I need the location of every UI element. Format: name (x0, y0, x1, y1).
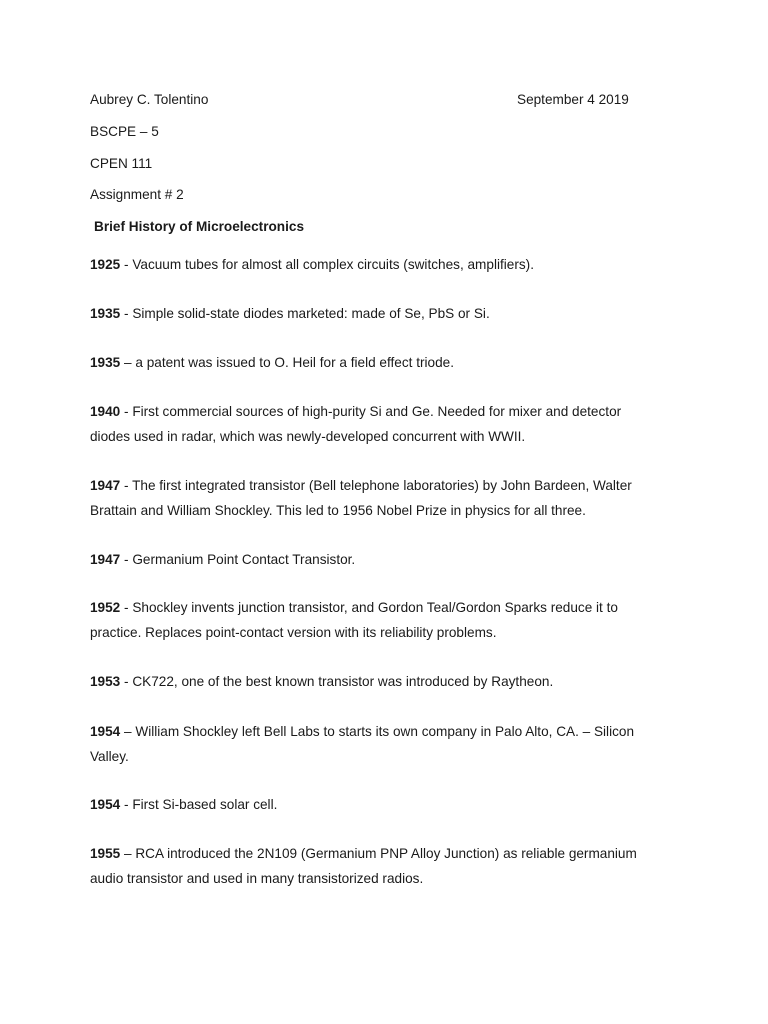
entry-year: 1947 (90, 478, 121, 493)
entry-line (90, 302, 690, 327)
entry-line (90, 425, 690, 450)
entry-line (90, 621, 690, 646)
entry-text: practice. Replaces point-contact version with its reliability problems. (90, 624, 497, 640)
entry-text: – RCA introduced the 2N109 (Germanium PNP Alloy Junction) as reliable germanium (120, 846, 637, 861)
entry-year: 1947 (90, 552, 121, 567)
entry-text: Valley. (90, 748, 129, 764)
timeline-entry (90, 670, 690, 695)
entry-text: audio transistor and used in many transistorized radios. (90, 870, 424, 886)
entry-text: - Vacuum tubes for almost all complex circuits (switches, amplifiers). (120, 257, 534, 272)
entry-year: 1953 (90, 674, 121, 689)
entry-text: diodes used in radar, which was newly-developed concurrent with WWII. (90, 428, 526, 444)
entry-line (90, 548, 690, 573)
entry-line (90, 745, 690, 770)
entry-line (90, 670, 690, 695)
entry-text: - The first integrated transistor (Bell telephone laboratories) by John Bardeen, Walter (120, 478, 632, 493)
entry-text: – William Shockley left Bell Labs to starts its own company in Palo Alto, CA. – Silicon (120, 724, 635, 739)
assignment-label: Assignment # 2 (90, 187, 184, 202)
entry-text: - Germanium Point Contact Transistor. (120, 552, 356, 567)
entry-year: 1954 (90, 724, 121, 739)
entry-line (90, 253, 690, 278)
entry-year: 1935 (90, 306, 121, 321)
entry-line (90, 400, 690, 425)
entry-year: 1925 (90, 257, 121, 272)
entry-line (90, 596, 690, 621)
entry-line (90, 793, 690, 818)
timeline-entry (90, 842, 690, 891)
document-title: Brief History of Microelectronics (94, 219, 304, 234)
entry-year: 1955 (90, 846, 121, 861)
entry-text: – a patent was issued to O. Heil for a field effect triode. (120, 355, 454, 370)
entry-line (90, 867, 690, 892)
entry-text: - Simple solid-state diodes marketed: made of Se, PbS or Si. (120, 306, 490, 321)
timeline-entry (90, 474, 690, 523)
entry-line (90, 499, 690, 524)
entry-text: - Shockley invents junction transistor, and Gordon Teal/Gordon Sparks reduce it to (120, 600, 618, 615)
entry-line (90, 474, 690, 499)
entry-year: 1952 (90, 600, 121, 615)
entry-year: 1935 (90, 355, 121, 370)
entry-text: - First Si-based solar cell. (120, 797, 278, 812)
entry-year: 1954 (90, 797, 121, 812)
entry-line (90, 720, 690, 745)
section-label: BSCPE – 5 (90, 124, 159, 139)
entry-line (90, 351, 690, 376)
entry-year: 1940 (90, 404, 121, 419)
timeline-entry (90, 351, 690, 376)
entry-text: - CK722, one of the best known transistor was introduced by Raytheon. (120, 674, 554, 689)
timeline-entry (90, 548, 690, 573)
timeline-entry (90, 400, 690, 449)
timeline-entry (90, 302, 690, 327)
timeline-entry (90, 253, 690, 278)
entry-line (90, 842, 690, 867)
entry-text: Brattain and William Shockley. This led to 1956 Nobel Prize in physics for all three. (90, 502, 586, 518)
author-name: Aubrey C. Tolentino (90, 92, 209, 107)
timeline-entry (90, 596, 690, 645)
timeline-entry (90, 793, 690, 818)
entry-text: - First commercial sources of high-purity Si and Ge. Needed for mixer and detector (120, 404, 622, 419)
course-label: CPEN 111 (90, 156, 153, 171)
document-date: September 4 2019 (517, 92, 629, 107)
timeline-entry (90, 720, 690, 769)
